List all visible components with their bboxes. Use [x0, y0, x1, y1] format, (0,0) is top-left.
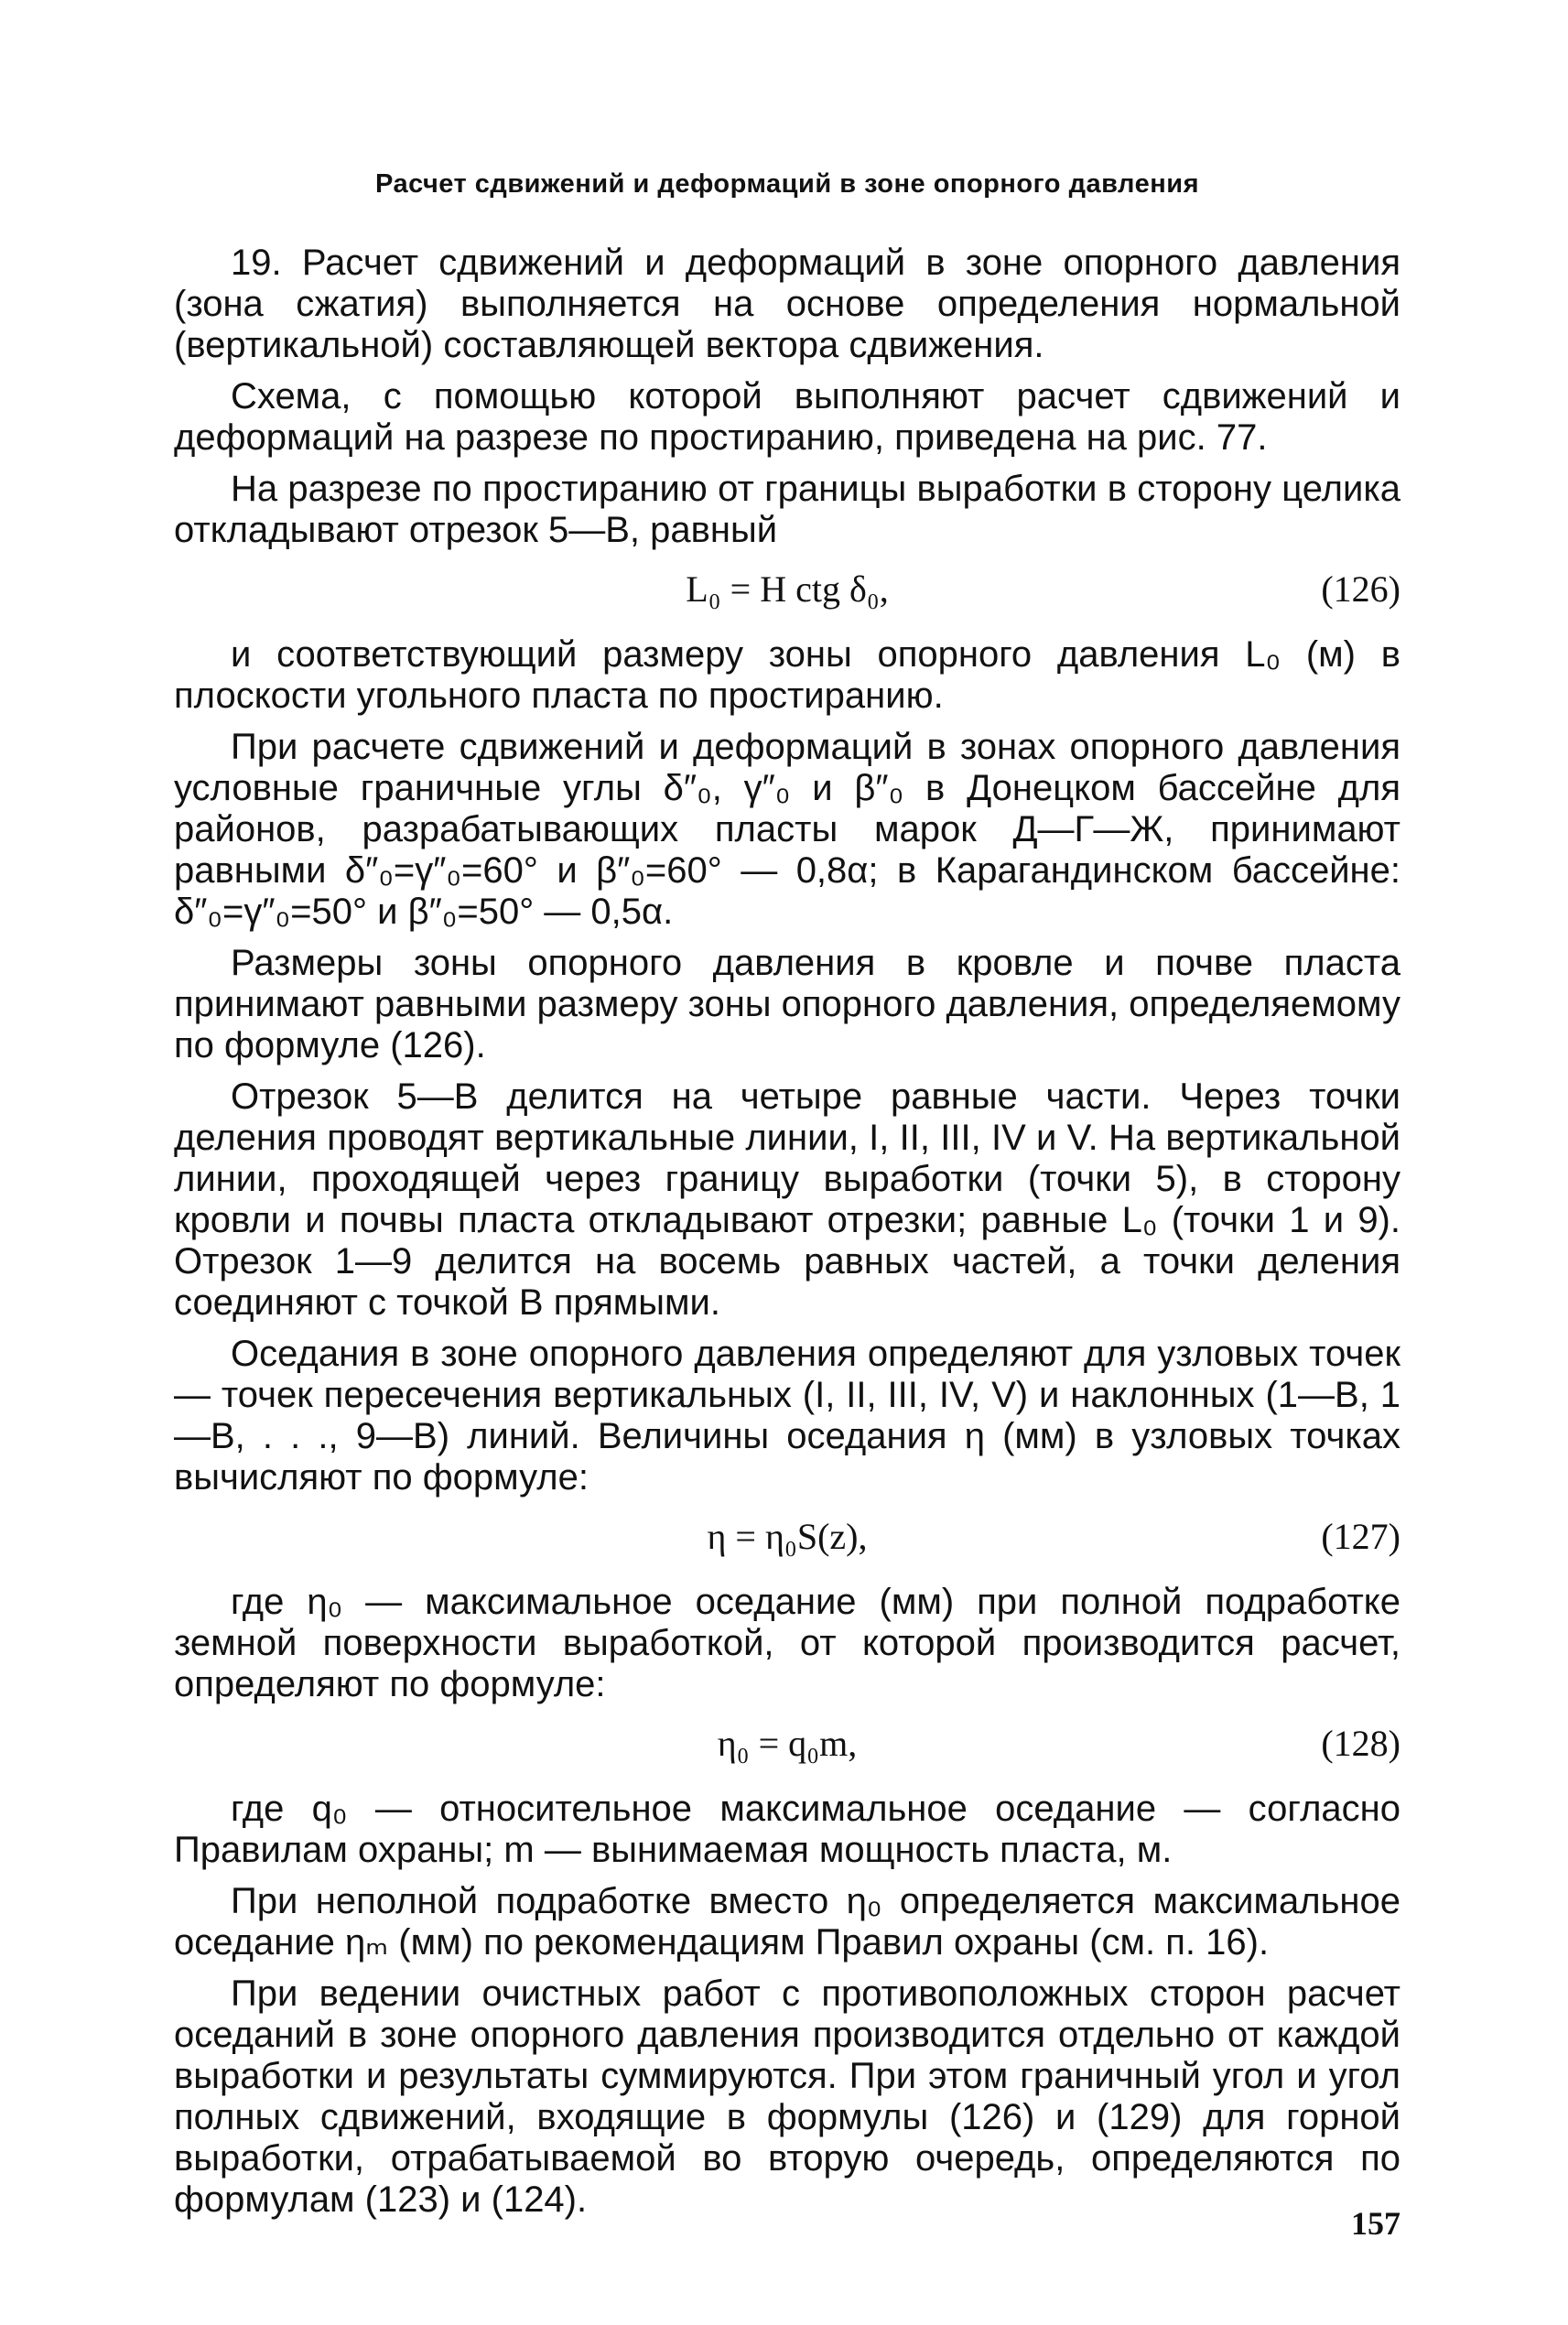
equation-126 [174, 561, 1400, 627]
paragraph: Отрезок 5—В делится на четыре равные части. Через точки деления проводят вертикальные линии, I, II, III, IV и V. На вертикальной линии, проходящей через границу выработки (точки 5), в сторону кровли и почвы пласта откладывают отрезки; равные L₀ (точки 1 и 9). Отрезок 1—9 делится на восемь равных частей, а точки деления соединяют с точкой В прямыми. [174, 1076, 1400, 1323]
equation-formula: η₀ = q₀m, [717, 1723, 858, 1764]
equation-formula: L₀ = H ctg δ₀, [686, 568, 889, 610]
equation-formula: η = η₀S(z), [707, 1516, 868, 1557]
paragraph: При расчете сдвижений и деформаций в зонах опорного давления условные граничные углы δ″₀, γ″₀ и β″₀ в Донецком бассейне для районов, разрабатывающих пласты марок Д—Г—Ж, принимают равными δ″₀=γ″₀=60° и β″₀=60° — 0,8α; в Карагандинском бассейне: δ″₀=γ″₀=50° и β″₀=50° — 0,5α. [174, 727, 1400, 932]
equation-number: (126) [1321, 568, 1400, 610]
equation-127 [174, 1509, 1400, 1574]
paragraph: Размеры зоны опорного давления в кровле и почве пласта принимают равными размеру зоны опорного давления, определяемому по формуле (126). [174, 943, 1400, 1065]
paragraph: где η₀ — максимальное оседание (мм) при полной подработке земной поверхности выработкой, от которой производится расчет, определяют по формуле: [174, 1582, 1400, 1704]
paragraph: Схема, с помощью которой выполняют расчет сдвижений и деформаций на разрезе по простиранию, приведена на рис. 77. [174, 376, 1400, 458]
equation-number: (128) [1321, 1723, 1400, 1764]
paragraph: При неполной подработке вместо η₀ определяется максимальное оседание ηₘ (мм) по рекомендациям Правил охраны (см. п. 16). [174, 1881, 1400, 1963]
equation-128 [174, 1715, 1400, 1781]
paragraph: 19. Расчет сдвижений и деформаций в зоне опорного давления (зона сжатия) выполняется на основе определения нормальной (вертикальной) составляющей вектора сдвижения. [174, 243, 1400, 365]
paragraph: При ведении очистных работ с противоположных сторон расчет оседаний в зоне опорного давления производится отдельно от каждой выработки и результаты суммируются. При этом граничный угол и угол полных сдвижений, входящие в формулы (126) и (129) для горной выработки, отрабатываемой во вторую очередь, определяются по формулам (123) и (124). [174, 1974, 1400, 2220]
page-number: 157 [1351, 2205, 1400, 2242]
paragraph: На разрезе по простиранию от границы выработки в сторону целика откладывают отрезок 5—В, равный [174, 469, 1400, 550]
paragraph: и соответствующий размеру зоны опорного давления L₀ (м) в плоскости угольного пласта по простиранию. [174, 634, 1400, 716]
paragraph: где q₀ — относительное максимальное оседание — согласно Правилам охраны; m — вынимаемая мощность пласта, м. [174, 1789, 1400, 1870]
paragraph: Оседания в зоне опорного давления определяют для узловых точек — точек пересечения вертикальных (I, II, III, IV, V) и наклонных (1—В, 1—В, . . ., 9—В) линий. Величины оседания η (мм) в узловых точках вычисляют по формуле: [174, 1334, 1400, 1498]
running-header: Расчет сдвижений и деформаций в зоне опорного давления [374, 169, 1199, 199]
equation-number: (127) [1321, 1516, 1400, 1557]
body-text [174, 243, 1400, 2231]
